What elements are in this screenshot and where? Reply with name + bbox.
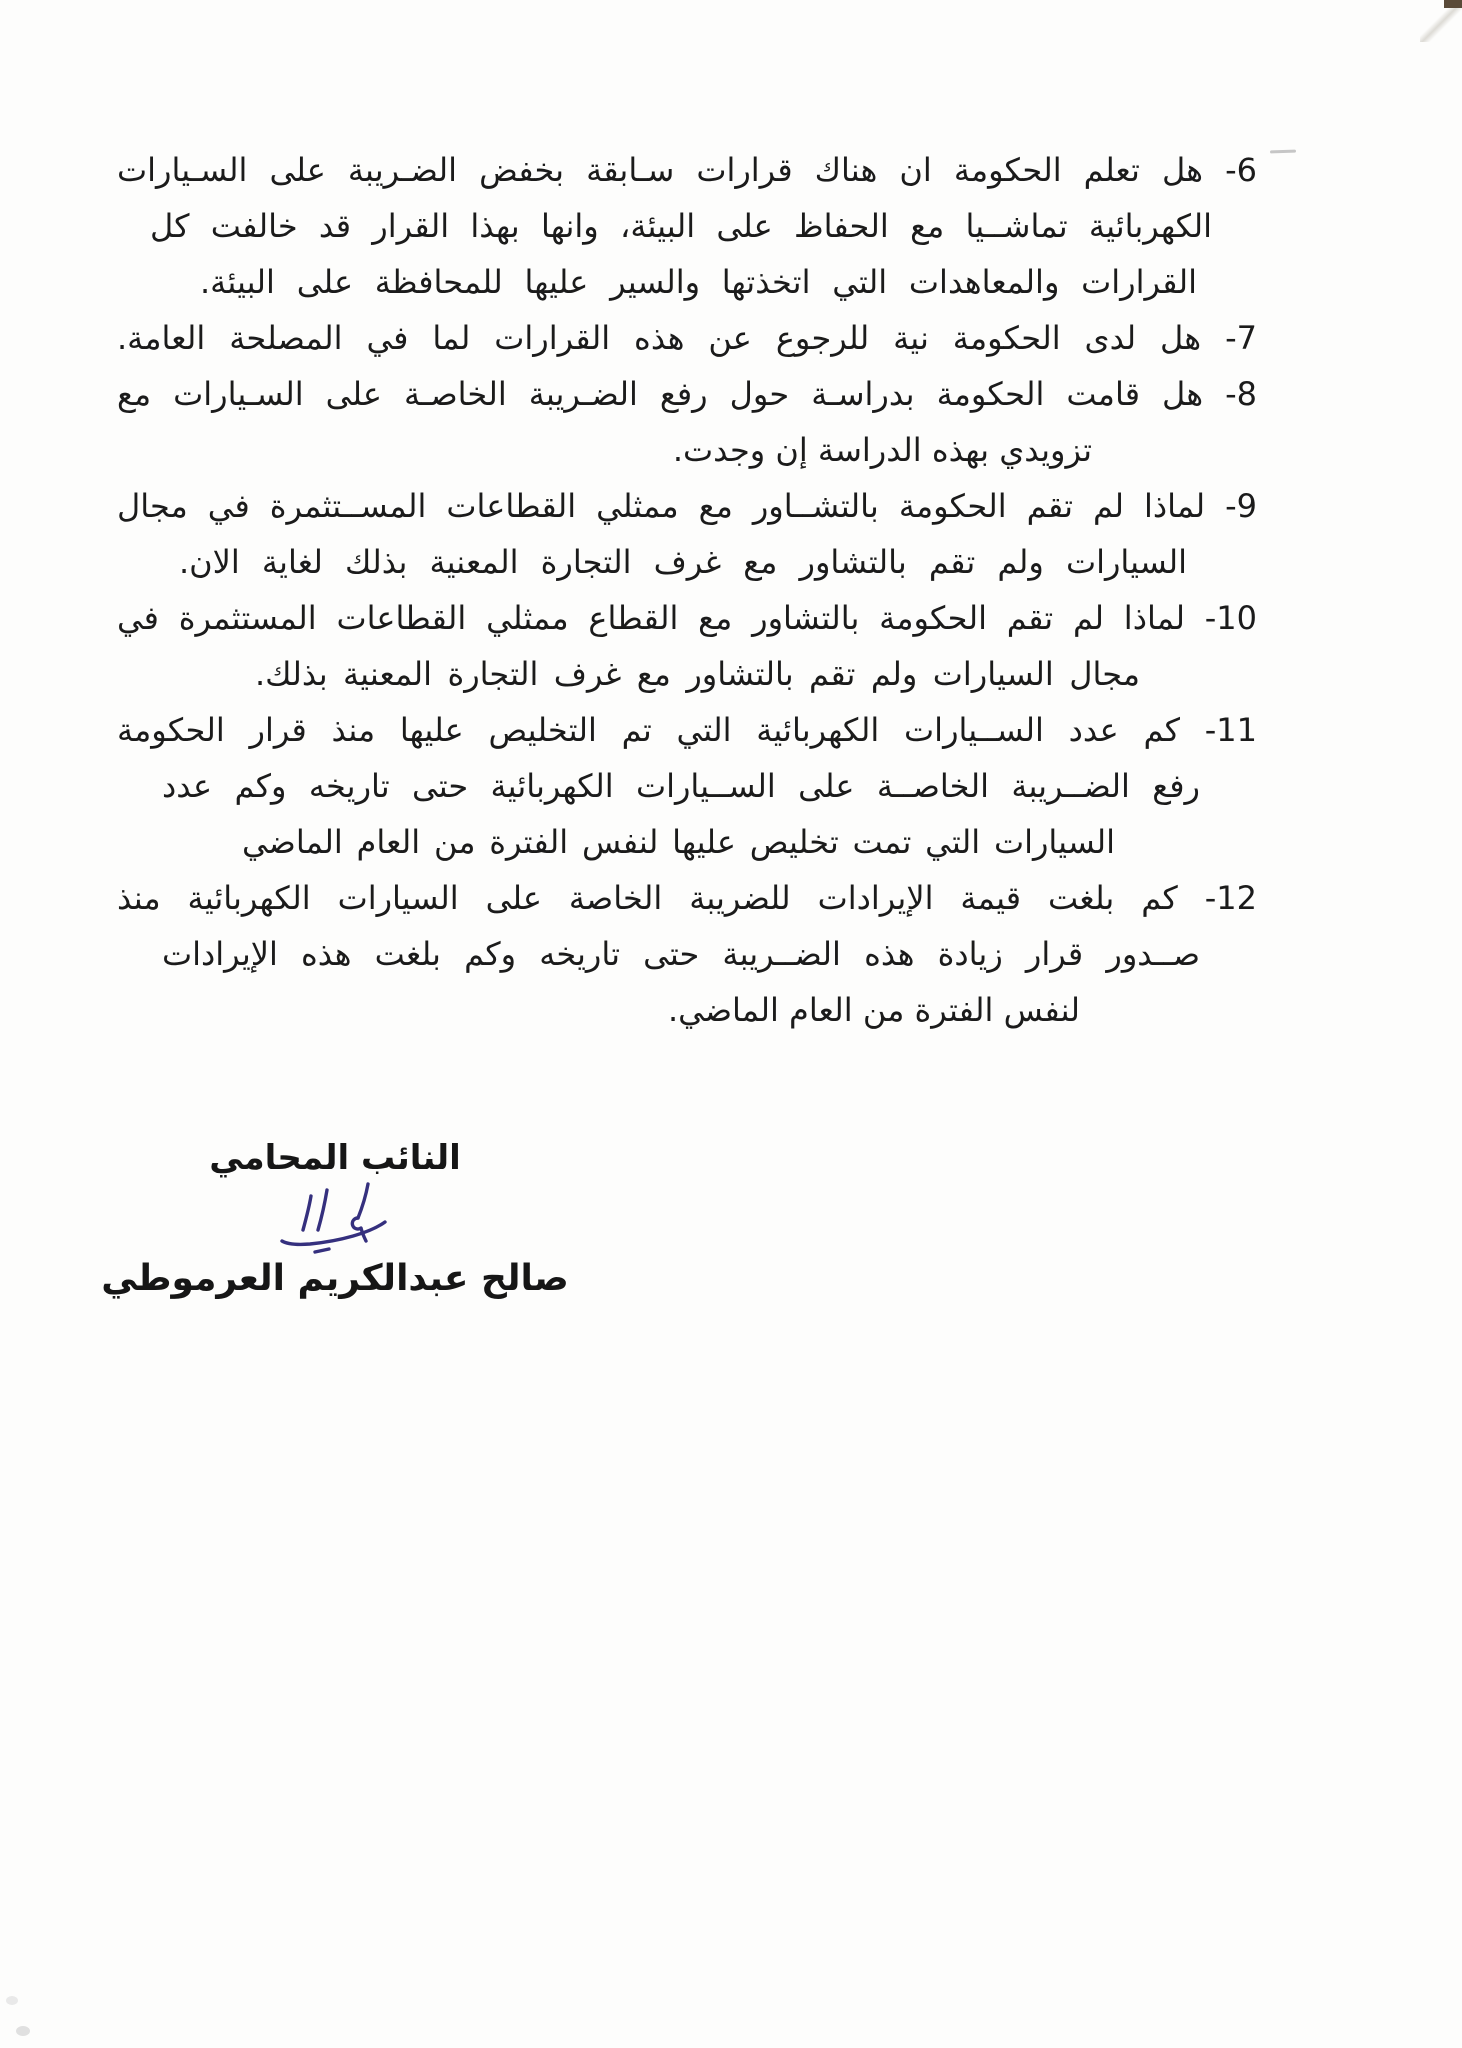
scan-speck [16, 2026, 30, 2036]
signatory-title: النائب المحامي [209, 1138, 461, 1178]
question-6-line-1: 6- هل تعلم الحكومة ان هناك قرارات سـابقة بخفض الضـريبة على السـيارات [117, 151, 1257, 189]
question-7-line-1: 7- هل لدى الحكومة نية للرجوع عن هذه القرارات لما في المصلحة العامة. [117, 319, 1257, 357]
question-6-line-3: القرارات والمعاهدات التي اتخذتها والسير عليها للمحافظة على البيئة. [200, 263, 1197, 301]
handwritten-signature [278, 1178, 393, 1258]
question-12-line-3: لنفس الفترة من العام الماضي. [667, 991, 1080, 1029]
question-11-line-3: السيارات التي تمت تخليص عليها لنفس الفترة من العام الماضي [242, 823, 1115, 861]
question-10-line-1: 10- لماذا لم تقم الحكومة بالتشاور مع القطاع ممثلي القطاعات المستثمرة في [117, 599, 1257, 637]
page-corner-mark [1444, 0, 1462, 8]
question-11-line-1: 11- كم عدد الســيارات الكهربائية التي تم التخليص عليها منذ قرار الحكومة [117, 711, 1257, 749]
question-9-line-2: السيارات ولم تقم بالتشاور مع غرف التجارة المعنية بذلك لغاية الان. [179, 543, 1187, 581]
scan-dash-artifact [1270, 150, 1296, 154]
questions-text-block [117, 142, 1257, 1038]
question-12-line-1: 12- كم بلغت قيمة الإيرادات للضريبة الخاصة على السيارات الكهربائية منذ [117, 879, 1257, 917]
question-8-line-2: تزويدي بهذه الدراسة إن وجدت. [672, 431, 1092, 469]
question-9-line-1: 9- لماذا لم تقم الحكومة بالتشــاور مع ممثلي القطاعات المســتثمرة في مجال [117, 487, 1257, 525]
question-6-line-2: الكهربائية تماشــيا مع الحفاظ على البيئة، وانها بهذا القرار قد خالفت كل [150, 207, 1212, 245]
question-12-line-2: صــدور قرار زيادة هذه الضــريبة حتى تاريخه وكم بلغت هذه الإيرادات [162, 935, 1200, 973]
page-corner-fold-shadow [1420, 4, 1462, 42]
question-8-line-1: 8- هل قامت الحكومة بدراسـة حول رفع الضـريبة الخاصـة على السـيارات مع [117, 375, 1257, 413]
question-10-line-2: مجال السيارات ولم تقم بالتشاور مع غرف التجارة المعنية بذلك. [255, 655, 1140, 693]
scan-speck [6, 1996, 18, 2005]
question-11-line-2: رفع الضــريبة الخاصــة على الســيارات الكهربائية حتى تاريخه وكم عدد [162, 767, 1200, 805]
signatory-name: صالح عبدالكريم العرموطي [101, 1258, 569, 1299]
